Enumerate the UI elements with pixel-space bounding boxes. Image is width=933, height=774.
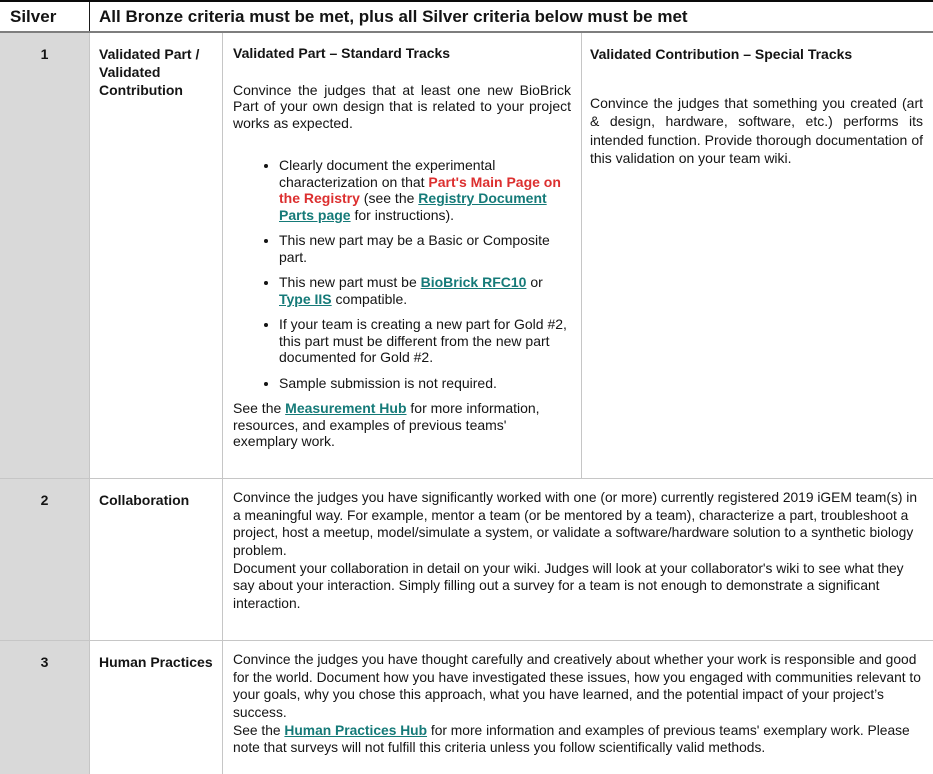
text-segment: for more information and examples of previous teams' exemplary work. Please note that surveys will not fulfill this criteria unless you follow scientifically valid methods. bbox=[233, 722, 910, 756]
criterion-name: Human Practices bbox=[90, 641, 223, 774]
criterion-details bbox=[223, 641, 933, 774]
criterion-name: Collaboration bbox=[90, 479, 223, 640]
text-segment: This new part may be a Basic or Composite part. bbox=[279, 232, 550, 265]
row-number: 3 bbox=[0, 641, 90, 774]
medal-text: Silver bbox=[10, 6, 57, 26]
criteria-row-2 bbox=[0, 478, 933, 640]
text-segment: compatible. bbox=[331, 290, 408, 307]
text-link[interactable]: Measurement Hub bbox=[285, 400, 407, 417]
text-segment: for instructions). bbox=[350, 206, 455, 223]
header-row bbox=[0, 2, 933, 33]
bullet-item bbox=[279, 375, 571, 392]
human-practices-paragraph-1: Convince the judges you have thought carefully and creatively about whether your work is responsible and good for the world. Document how you have investigated these issues, how you engaged with communities relevant to your goals, why you chose this approach, what you have learned, and the potential impact of your project’s success. bbox=[233, 652, 921, 720]
text-link[interactable]: Type IIS bbox=[279, 290, 332, 307]
text-segment: If your team is creating a new part for Gold #2, this part must be different from the new part documented for Gold #2. bbox=[279, 316, 567, 366]
collaboration-paragraph-1: Convince the judges you have significantly worked with one (or more) currently registered 2019 iGEM team(s) in a meaningful way. For example, mentor a team (or be mentored by a team), characterize a part, troubleshoot a project, host a meetup, model/simulate a system, or validate a software/hardware solution to a synthetic biology problem. bbox=[233, 490, 918, 558]
standard-tracks-bullet-list bbox=[233, 157, 571, 391]
text-segment: See the bbox=[233, 722, 285, 738]
standard-tracks-title: Validated Part – Standard Tracks bbox=[233, 45, 451, 61]
bullet-item bbox=[279, 274, 571, 307]
bullet-item bbox=[279, 232, 571, 265]
text-segment: or bbox=[526, 274, 543, 291]
text-link[interactable]: Registry Document Parts page bbox=[279, 190, 547, 223]
standard-tracks-cell bbox=[223, 33, 582, 478]
text-segment: Sample submission is not required. bbox=[279, 374, 497, 391]
special-tracks-cell bbox=[582, 33, 933, 478]
criterion-details bbox=[223, 33, 933, 478]
text-segment: See the bbox=[233, 400, 286, 417]
header-description: All Bronze criteria must be met, plus all Silver criteria below must be met bbox=[99, 6, 688, 26]
text-link[interactable]: BioBrick RFC10 bbox=[420, 274, 527, 291]
standard-tracks-intro: Convince the judges that at least one new BioBrick Part of your own design that is related to your project works as expected. bbox=[233, 81, 571, 131]
criteria-row-1 bbox=[0, 33, 933, 478]
measurement-hub-note bbox=[233, 400, 571, 450]
bullet-item bbox=[279, 316, 571, 366]
text-segment: (see the bbox=[359, 190, 419, 207]
criterion-details bbox=[223, 479, 933, 640]
criterion-name: Validated Part / Validated Contribution bbox=[90, 33, 223, 478]
special-tracks-body: Convince the judges that something you created (art & design, hardware, software, etc.) performs its intended function. Provide thorough documentation of this validation on your team wiki. bbox=[590, 95, 923, 166]
row-number: 2 bbox=[0, 479, 90, 640]
text-segment: Clearly document the experimental characterization on that bbox=[279, 157, 496, 190]
collaboration-paragraph-2: Document your collaboration in detail on your wiki. Judges will look at your collaborator's wiki to see what they say about your interaction. Simply filling out a survey for a team is not enough to demonstrate a significant interaction. bbox=[233, 560, 904, 611]
special-tracks-title: Validated Contribution – Special Tracks bbox=[590, 46, 853, 62]
highlighted-red-text: Part's Main Page on the Registry bbox=[279, 173, 561, 207]
criteria-row-3 bbox=[0, 640, 933, 774]
text-segment: This new part must be bbox=[279, 274, 421, 291]
bullet-item bbox=[279, 157, 571, 223]
medal-label bbox=[0, 2, 90, 31]
text-link[interactable]: Human Practices Hub bbox=[284, 722, 428, 738]
row-number: 1 bbox=[0, 33, 90, 478]
text-segment: for more information, resources, and examples of previous teams' exemplary work. bbox=[233, 400, 540, 450]
human-practices-paragraph-2 bbox=[233, 722, 923, 757]
